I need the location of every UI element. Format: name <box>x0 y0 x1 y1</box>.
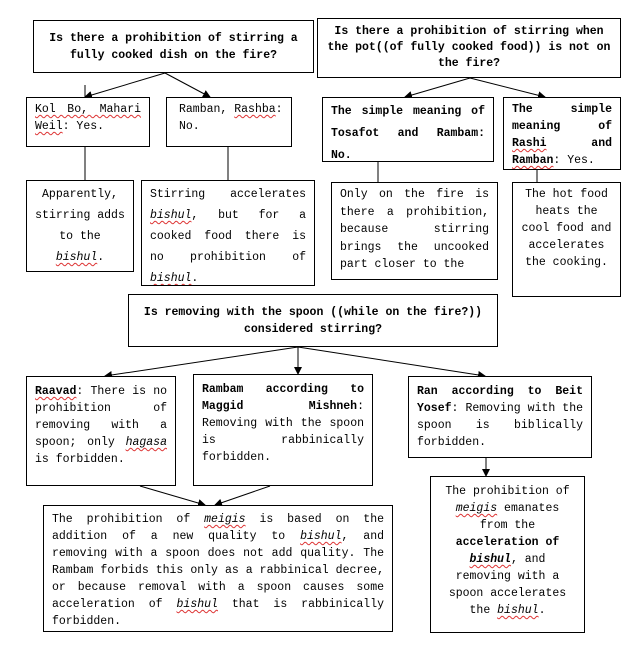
arrow-rambam-meigis <box>215 486 270 505</box>
arrow-q2-tosafot <box>405 78 470 97</box>
opinion-ran-beit-yosef: Ran according to Beit Yosef: Removing with the spoon is biblically forbidden. <box>408 376 592 458</box>
arrow-q1-kolbo <box>85 73 165 97</box>
explanation-only-on-fire: Only on the fire is there a prohibition, because stirring brings the uncooked part closer to the <box>331 182 498 280</box>
conclusion-meigis-new-quality: The prohibition of meigis is based on the addition of a new quality to bishul, and removing with a spoon does not add quality. The Rambam forbids this only as a rabbinical decree, or because removal with a spoon causes some acceleration of bishul that is rabbinically forbidden. <box>43 505 393 632</box>
answer-ramban-rashba: Ramban, Rashba: No. <box>166 97 292 147</box>
explanation-stirring-accelerates: Stirring accelerates bishul, but for a cooked food there is no prohibition of bishul. <box>141 180 315 286</box>
answer-tosafot-rambam: The simple meaning of Tosafot and Rambam: No. <box>322 97 494 162</box>
opinion-rambam-maggid-mishneh: Rambam according to Maggid Mishneh: Removing with the spoon is rabbinically forbidden. <box>193 374 373 486</box>
question-stirring-off-fire: Is there a prohibition of stirring when the pot((of fully cooked food)) is not on the fire? <box>317 18 621 78</box>
arrow-q3-raavad <box>105 347 298 376</box>
explanation-apparently: Apparently, stirring adds to the bishul. <box>26 180 134 272</box>
conclusion-meigis-acceleration: The prohibition of meigis emanates from the acceleration of bishul, and removing with a spoon accelerates the bishul. <box>430 476 585 633</box>
answer-rashi-ramban: The simple meaning of Rashi and Ramban: Yes. <box>503 97 621 170</box>
arrow-q3-ran <box>298 347 485 376</box>
question-removing-with-spoon: Is removing with the spoon ((while on the fire?)) considered stirring? <box>128 294 498 347</box>
arrow-q1-ramban <box>165 73 210 97</box>
question-stirring-on-fire: Is there a prohibition of stirring a fully cooked dish on the fire? <box>33 20 314 73</box>
answer-kolbo-mahari-weil: Kol Bo, Mahari Weil: Yes. <box>26 97 150 147</box>
arrow-q2-rashi <box>470 78 545 97</box>
arrow-raavad-meigis <box>140 486 205 505</box>
opinion-raavad: Raavad: There is no prohibition of removing with a spoon; only hagasa is forbidden. <box>26 376 176 486</box>
explanation-hot-food: The hot food heats the cool food and accelerates the cooking. <box>512 182 621 297</box>
